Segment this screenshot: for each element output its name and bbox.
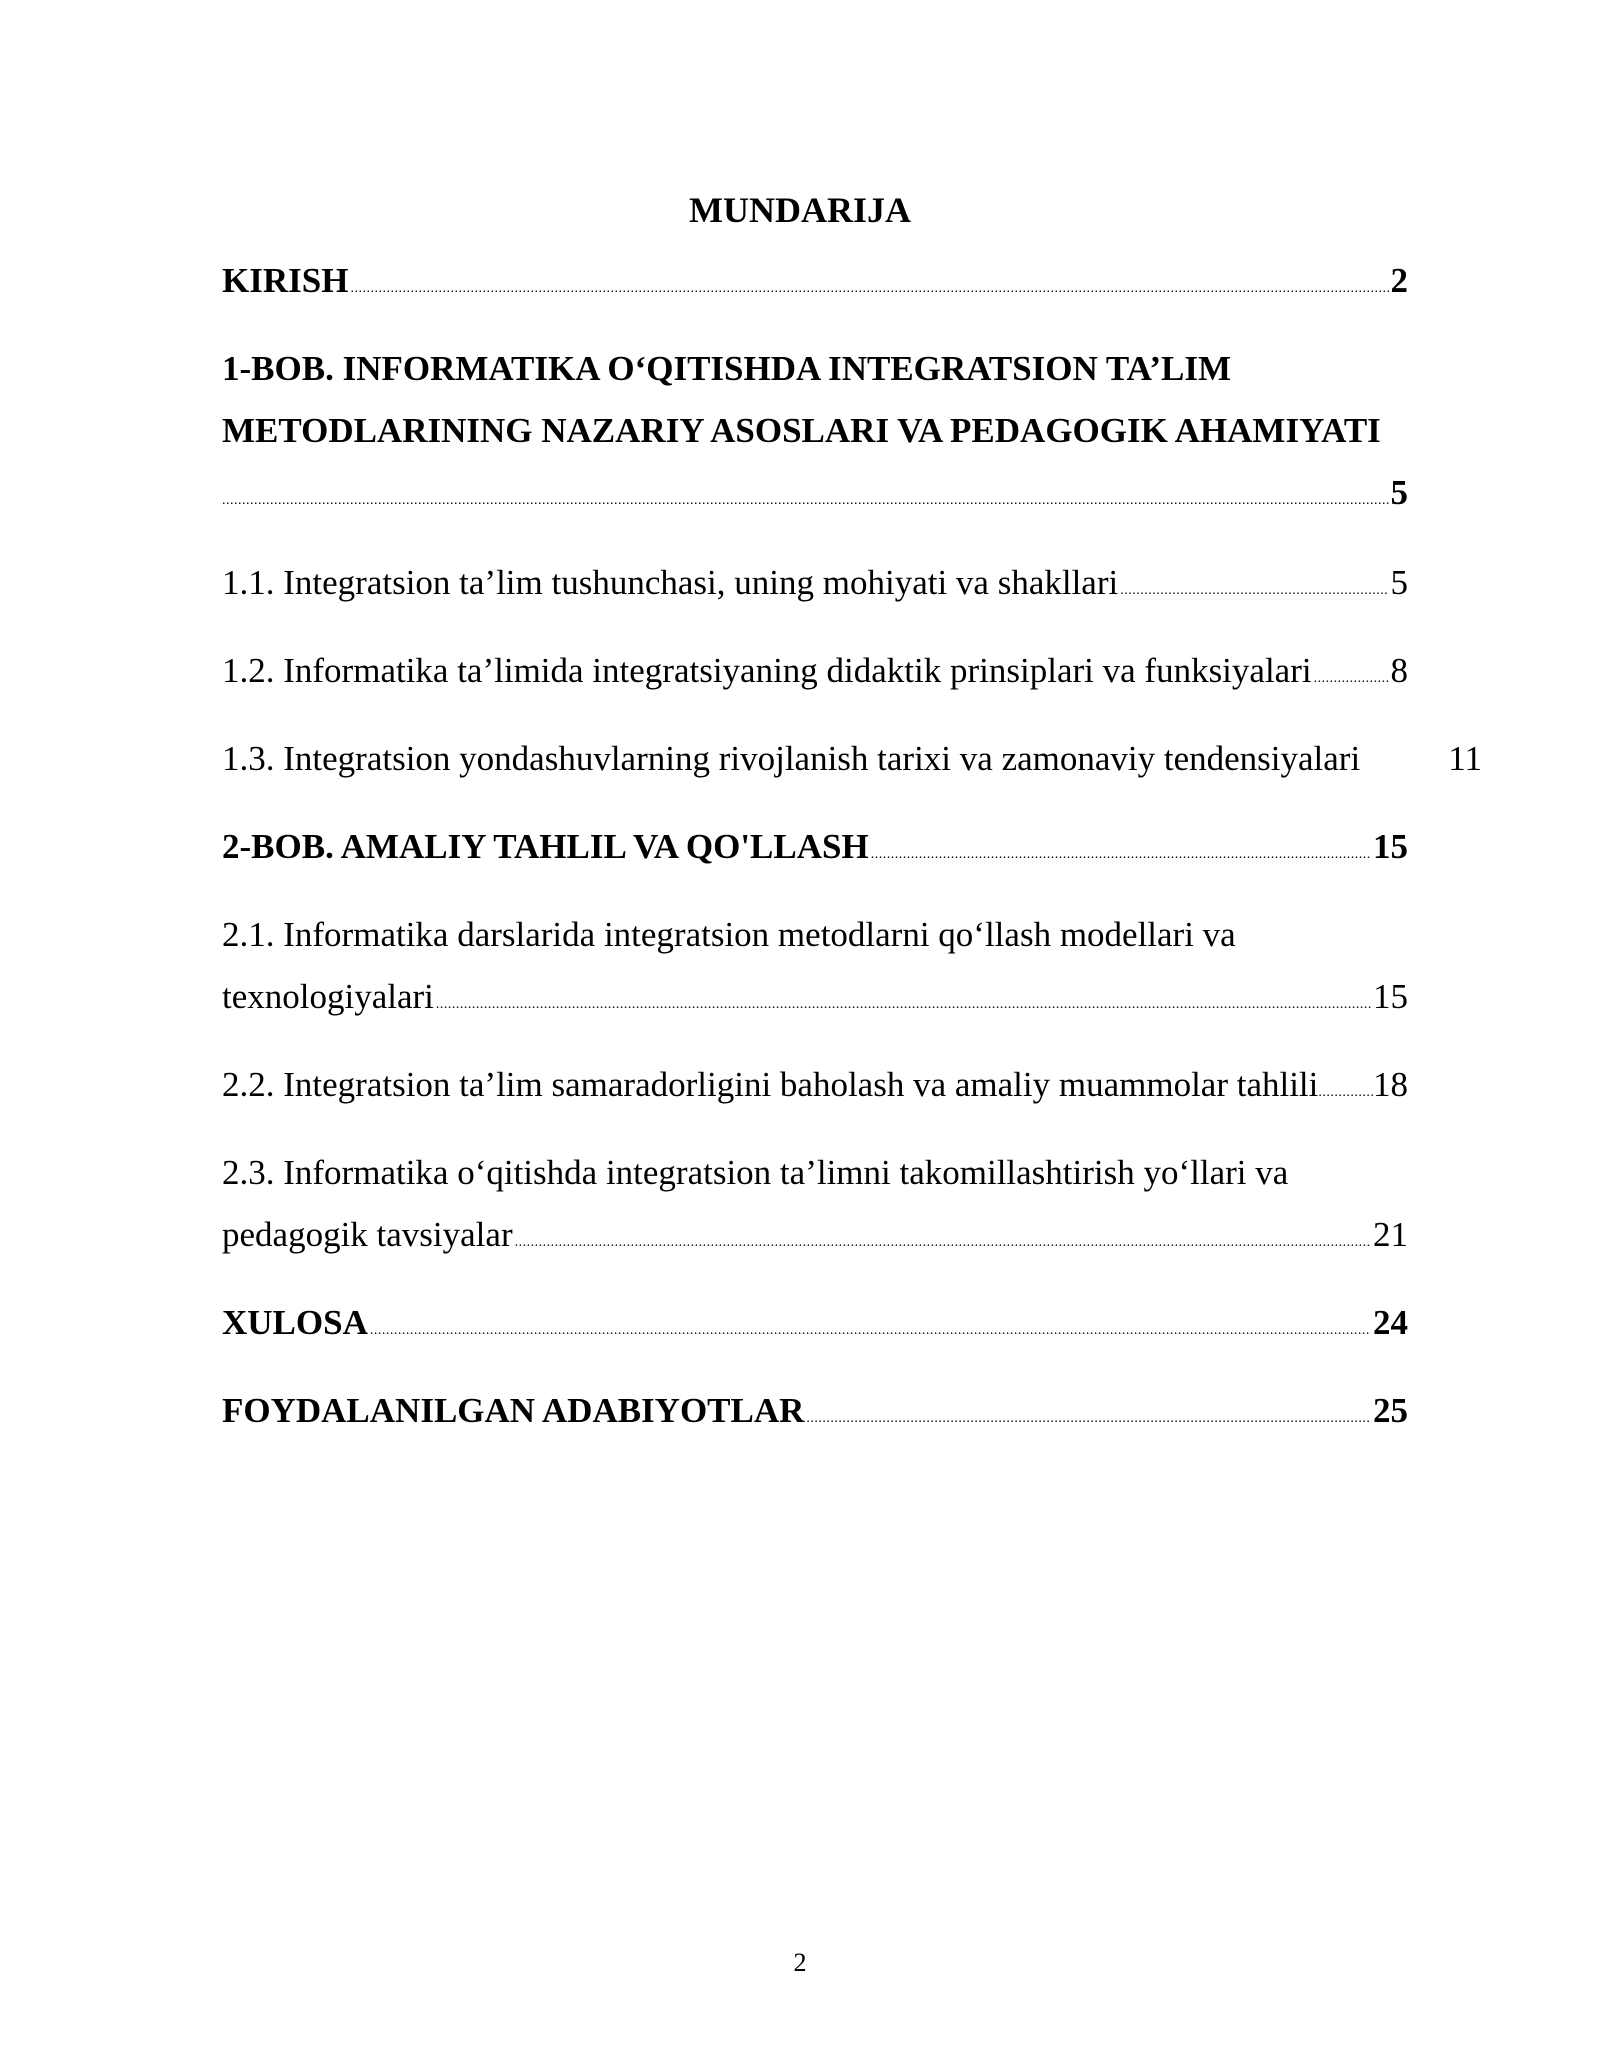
toc-page-number: 15 (1373, 977, 1408, 1016)
dot-leader (1314, 648, 1389, 710)
toc-entry-1-2[interactable] (222, 640, 1408, 702)
toc-entry-bob2[interactable] (222, 816, 1408, 878)
toc-entry-text-line2: texnologiyalari (222, 977, 434, 1016)
toc-entry-2-3[interactable] (222, 1142, 1408, 1266)
dot-leader (1120, 560, 1388, 622)
toc-page-number: 15 (1373, 827, 1408, 866)
toc-entry-text: 1.2. Informatika ta’limida integratsiyaning didaktik prinsiplari va funksiyalari (222, 651, 1312, 690)
toc-entry-text: FOYDALANILGAN ADABIYOTLAR (222, 1391, 805, 1430)
toc-page-number: 11 (1448, 739, 1482, 778)
toc-page-number: 24 (1373, 1303, 1408, 1342)
toc-entry-text-line2: METODLARINING NAZARIY ASOSLARI VA PEDAGOGIK AHAMIYATI (222, 411, 1381, 450)
toc-entry-1-1[interactable] (222, 552, 1408, 614)
toc-entry-kirish[interactable] (222, 250, 1408, 312)
toc-page-number: 18 (1373, 1065, 1408, 1104)
toc-entry-text-line1: 2.3. Informatika o‘qitishda integratsion ta’limni takomillashtirish yo‘llari va (222, 1153, 1289, 1192)
toc-page-number: 5 (1390, 563, 1408, 602)
toc-entry-text: 2.2. Integratsion ta’lim samaradorligini baholash va amaliy muammolar tahlili (222, 1065, 1319, 1104)
dot-leader (806, 1388, 1371, 1450)
dot-leader (222, 470, 1389, 532)
toc-entry-text: 1.3. Integratsion yondashuvlarning rivojlanish tarixi va zamonaviy tendensiyalari (222, 739, 1361, 778)
dot-leader (350, 258, 1388, 320)
dot-leader (515, 1212, 1371, 1274)
toc-page-number: 2 (1390, 261, 1408, 300)
toc-page-number: 8 (1390, 651, 1408, 690)
toc-page-number: 5 (1390, 473, 1408, 512)
dot-leader (370, 1300, 1371, 1362)
dot-leader (436, 974, 1371, 1036)
toc-entry-xulosa[interactable] (222, 1292, 1408, 1354)
toc-entry-2-2[interactable] (222, 1054, 1408, 1116)
dot-leader (1318, 1062, 1373, 1124)
page-number-footer: 2 (793, 1948, 807, 1977)
dot-leader (871, 824, 1371, 886)
toc-entry-2-1[interactable] (222, 904, 1408, 1028)
toc-page-number: 25 (1373, 1391, 1408, 1430)
toc-entry-text-line1: 1-BOB. INFORMATIKA O‘QITISHDA INTEGRATSION TA’LIM (222, 349, 1231, 388)
toc-entry-text: 1.1. Integratsion ta’lim tushunchasi, uning mohiyati va shakllari (222, 563, 1119, 602)
toc-entry-1-3[interactable] (222, 728, 1482, 790)
toc-entry-text-line2: pedagogik tavsiyalar (222, 1215, 513, 1254)
toc-entry-text: XULOSA (222, 1303, 368, 1342)
toc-entry-text: 2-BOB. AMALIY TAHLIL VA QO'LLASH (222, 827, 869, 866)
toc-title: MUNDARIJA (689, 190, 911, 230)
toc-entry-bob1[interactable] (222, 338, 1408, 524)
toc-entry-adabiyotlar[interactable] (222, 1380, 1408, 1442)
toc-entry-text: KIRISH (222, 261, 349, 300)
toc-entry-text-line1: 2.1. Informatika darslarida integratsion metodlarni qo‘llash modellari va (222, 915, 1236, 954)
toc-page-number: 21 (1373, 1215, 1408, 1254)
